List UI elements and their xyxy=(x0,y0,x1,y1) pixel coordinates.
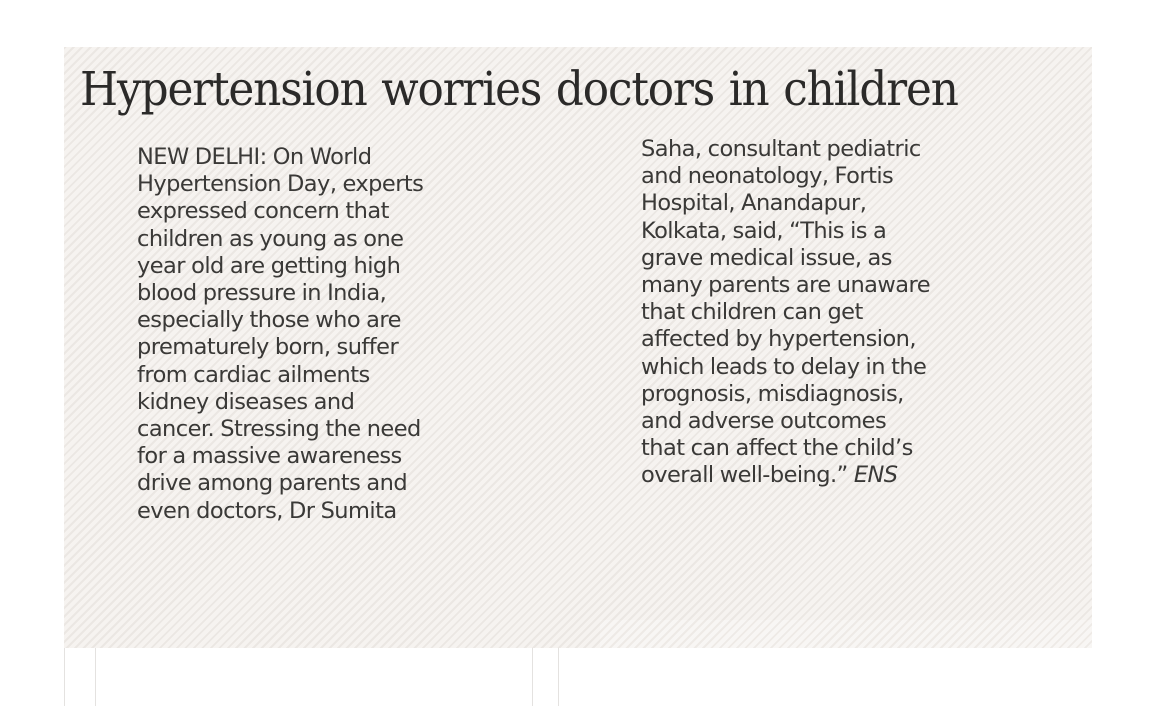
byline: ENS xyxy=(853,462,898,489)
text-line: and neonatology, Fortis xyxy=(641,163,894,190)
scan-artifact-line xyxy=(95,648,96,706)
text-line: kidney diseases and xyxy=(137,388,355,415)
text-line: even doctors, Dr Sumita xyxy=(137,497,397,524)
text-line: grave medical issue, as xyxy=(641,244,892,271)
text-line: which leads to delay in the xyxy=(641,353,927,380)
scan-artifact-line xyxy=(558,648,559,706)
scan-artifact-line xyxy=(532,648,533,706)
text-line: year old are getting high xyxy=(137,252,401,279)
text-line: Saha, consultant pediatric xyxy=(641,136,921,162)
text-line: Kolkata, said, “This is a xyxy=(641,217,887,244)
text-line-last xyxy=(641,462,1041,489)
text-line: Hospital, Anandapur, xyxy=(641,190,867,217)
text-line: that can affect the child’s xyxy=(641,435,913,462)
article-column-right xyxy=(641,136,1041,490)
scan-artifact-line xyxy=(64,648,65,706)
text-line: Hypertension Day, experts xyxy=(137,171,424,198)
text-line: many parents are unaware xyxy=(641,272,930,299)
text-line: especially those who are xyxy=(137,307,401,334)
clipping-lower-strip xyxy=(600,620,1092,648)
text-line: children as young as one xyxy=(137,225,404,252)
text-line: expressed concern that xyxy=(137,198,389,225)
text-line: affected by hypertension, xyxy=(641,326,916,353)
text-line: cancer. Stressing the need xyxy=(137,416,421,443)
closing-text: overall well-being.” xyxy=(641,462,854,489)
text-line: prematurely born, suffer xyxy=(137,334,399,361)
text-line: NEW DELHI: On World xyxy=(137,144,372,170)
text-line: from cardiac ailments xyxy=(137,361,370,388)
headline: Hypertension worries doctors in children xyxy=(80,62,958,117)
text-line: and adverse outcomes xyxy=(641,408,887,435)
text-line: prognosis, misdiagnosis, xyxy=(641,380,904,407)
article-column-left xyxy=(137,144,517,525)
text-line: for a massive awareness xyxy=(137,443,402,470)
text-line: drive among parents and xyxy=(137,470,408,497)
text-line: that children can get xyxy=(641,299,863,326)
text-line: blood pressure in India, xyxy=(137,280,387,307)
